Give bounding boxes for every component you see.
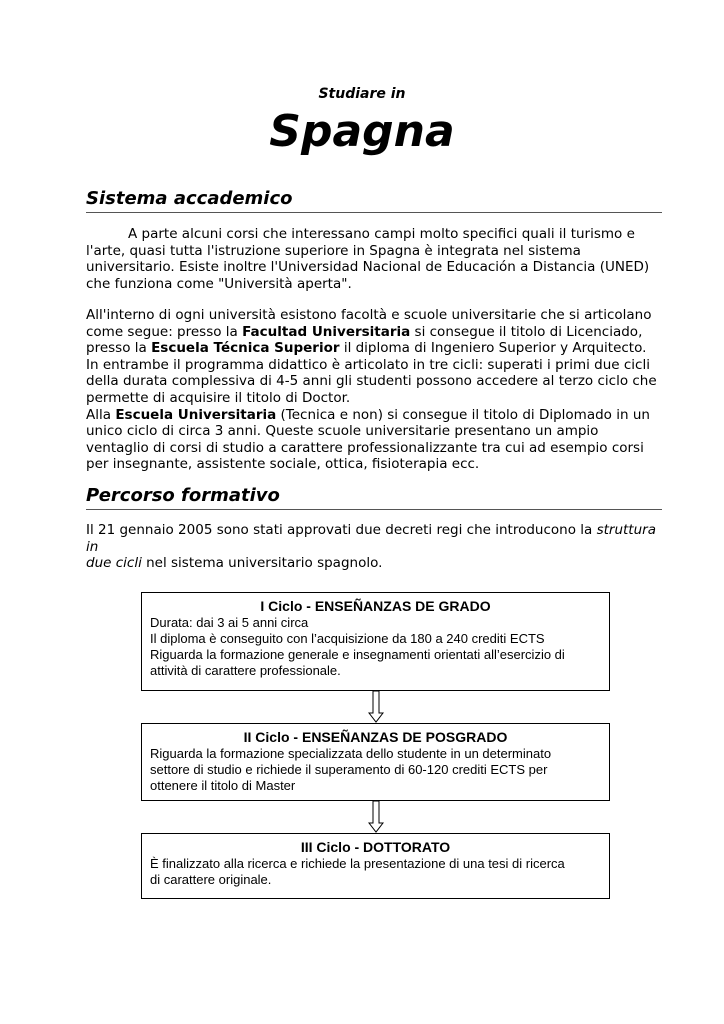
text-run: presso la bbox=[86, 340, 152, 357]
text-line: ventaglio di corsi di studio a carattere professionalizzante tra cui ad esempio corsi bbox=[86, 439, 644, 456]
text-line: della durata complessiva di 4-5 anni gli studenti possono accedere al terzo ciclo che bbox=[86, 373, 657, 390]
text-line: All'interno di ogni università esistono facoltà e scuole universitarie che si articolano bbox=[86, 307, 652, 323]
paragraph-percorso-intro bbox=[86, 522, 658, 572]
bold-term-facultad: Facultad Universitaria bbox=[242, 323, 411, 340]
text-run: nel sistema universitario spagnolo. bbox=[141, 555, 383, 572]
text-run: come segue: presso la bbox=[86, 323, 243, 340]
flow-box-ciclo-2 bbox=[141, 723, 610, 801]
text-line: per insegnante, assistente sociale, ottica, fisioterapia ecc. bbox=[86, 456, 480, 473]
flow-box-line: È finalizzato alla ricerca e richiede la presentazione di una tesi di ricerca bbox=[150, 856, 565, 871]
flow-box-line: Riguarda la formazione specializzata dello studente in un determinato bbox=[150, 746, 552, 761]
text-line: A parte alcuni corsi che interessano campi molto specifici quali il turismo e bbox=[128, 226, 635, 242]
section-heading-sistema: Sistema accademico bbox=[86, 188, 662, 213]
italic-term: due cicli bbox=[86, 555, 142, 572]
paragraph-intro bbox=[86, 226, 658, 292]
flow-box-line: Il diploma è conseguito con l’acquisizione da 180 a 240 crediti ECTS bbox=[150, 631, 545, 646]
flow-box-title: III Ciclo - DOTTORATO bbox=[300, 839, 451, 855]
flow-box-line: di carattere originale. bbox=[150, 872, 272, 887]
text-line: l'arte, quasi tutta l'istruzione superiore in Spagna è integrata nel sistema bbox=[86, 242, 581, 259]
text-line: che funziona come "Università aperta". bbox=[86, 275, 352, 292]
section-heading-percorso: Percorso formativo bbox=[86, 485, 662, 510]
text-run: il diploma di Ingeniero Superior y Arquitecto. bbox=[339, 340, 647, 357]
bold-term-escuela-tecnica: Escuela Técnica Superior bbox=[151, 340, 340, 357]
text-run: Alla bbox=[86, 406, 116, 423]
flow-box-title: II Ciclo - ENSEÑANZAS DE POSGRADO bbox=[243, 729, 508, 745]
text-run: si consegue il titolo di Licenciado, bbox=[410, 323, 643, 340]
text-run: Il 21 gennaio 2005 sono stati approvati due decreti regi che introducono la bbox=[86, 522, 597, 538]
flow-box-ciclo-1 bbox=[141, 592, 610, 691]
down-arrow-icon bbox=[368, 691, 384, 723]
flow-box-line: attività di carattere professionale. bbox=[150, 663, 341, 678]
text-line: universitario. Esiste inoltre l'Universidad Nacional de Educación a Distancia (UNED) bbox=[86, 259, 650, 276]
flow-box-line: Durata: dai 3 ai 5 anni circa bbox=[150, 615, 309, 630]
flow-box-line: Riguarda la formazione generale e insegnamenti orientati all’esercizio di bbox=[150, 647, 565, 662]
text-run: (Tecnica e non) si consegue il titolo di Diplomado in un bbox=[276, 406, 650, 423]
flow-box-line: settore di studio e richiede il superamento di 60-120 crediti ECTS per bbox=[150, 762, 548, 777]
bold-term-escuela-universitaria: Escuela Universitaria bbox=[115, 406, 277, 423]
text-line: permette di acquisire il titolo di Doctor. bbox=[86, 389, 351, 406]
down-arrow-icon bbox=[368, 801, 384, 833]
document-title: Spagna bbox=[269, 106, 455, 157]
flow-box-line: ottenere il titolo di Master bbox=[150, 778, 296, 793]
document-kicker: Studiare in bbox=[318, 86, 406, 102]
text-line: unico ciclo di circa 3 anni. Queste scuole universitarie presentano un ampio bbox=[86, 423, 599, 440]
flow-box-ciclo-3 bbox=[141, 833, 610, 899]
flow-box-title: I Ciclo - ENSEÑANZAS DE GRADO bbox=[260, 598, 491, 614]
paragraph-facolta bbox=[86, 307, 658, 473]
text-line: In entrambe il programma didattico è articolato in tre cicli: superati i primi due cicli bbox=[86, 356, 650, 373]
italic-term: struttura in bbox=[86, 522, 656, 555]
